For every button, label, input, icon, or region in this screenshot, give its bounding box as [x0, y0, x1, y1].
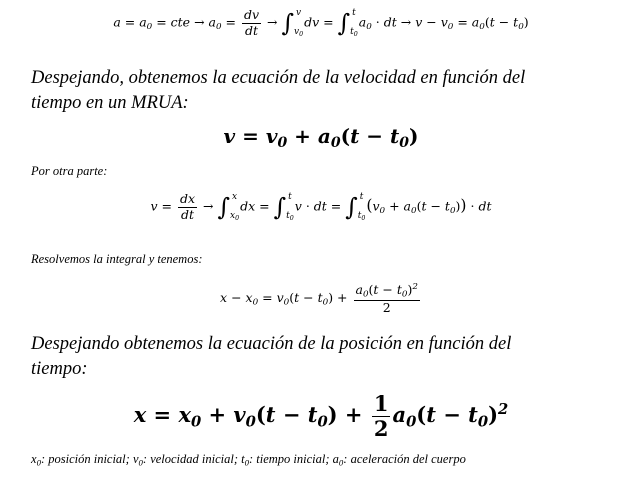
equation-velocity-integral: v = $\frac{dx}{dt}$ → ∫ x $x_0$ dx = ∫ t $t_0$ v · dt = ∫ t $t_0$ $(v_0 + a_0(t - t_0))$ · dt [150, 191, 492, 222]
legend-a0: aceleración del cuerpo [350, 452, 466, 466]
velocity-equation: $v = v_0 + a_0(t - t_0)$ [223, 124, 419, 152]
equation-integral-result: $x - x_0 = v_0(t - t_0)$ + $\frac{a_0(t - t_0)^2}{2}$ [220, 281, 418, 315]
velocity-heading [31, 66, 525, 116]
position-heading [31, 332, 511, 382]
variables-legend: $x_0$: posición inicial; $v_0$: velocidad inicial; $t_0$: tiempo inicial; $a_0$: aceleración del cuerpo [31, 452, 466, 468]
position-equation: $x = x_0 + v_0(t - t_0)$ + $\frac{1}{2}$ $a_0(t - t_0)^2$ [133, 391, 509, 442]
note-resolvemos: Resolvemos la integral y tenemos: [31, 252, 203, 266]
position-heading-line-1: Despejando obtenemos la ecuación de la posición en función del [31, 334, 512, 354]
note-por-otra-parte: Por otra parte: [31, 164, 108, 178]
position-heading-line-2: tiempo: [31, 359, 88, 379]
legend-t0: tiempo inicial [256, 452, 326, 466]
velocity-heading-line-1: Despejando, obtenemos la ecuación de la velocidad en función del [31, 68, 526, 88]
equation-acceleration-integral: $a = a_0$ = cte → $a_0$ = $\frac{dv}{dt}$ → ∫ v $v_0$ dv = ∫ t $t_0$ $a_0$ · dt → $v - v_0 = a_0(t - t_0)$ [113, 7, 529, 38]
legend-v0: velocidad inicial [150, 452, 234, 466]
legend-x0: posición inicial [48, 452, 126, 466]
constant-label: cte [170, 14, 191, 30]
velocity-heading-line-2: tiempo en un MRUA: [31, 93, 189, 113]
